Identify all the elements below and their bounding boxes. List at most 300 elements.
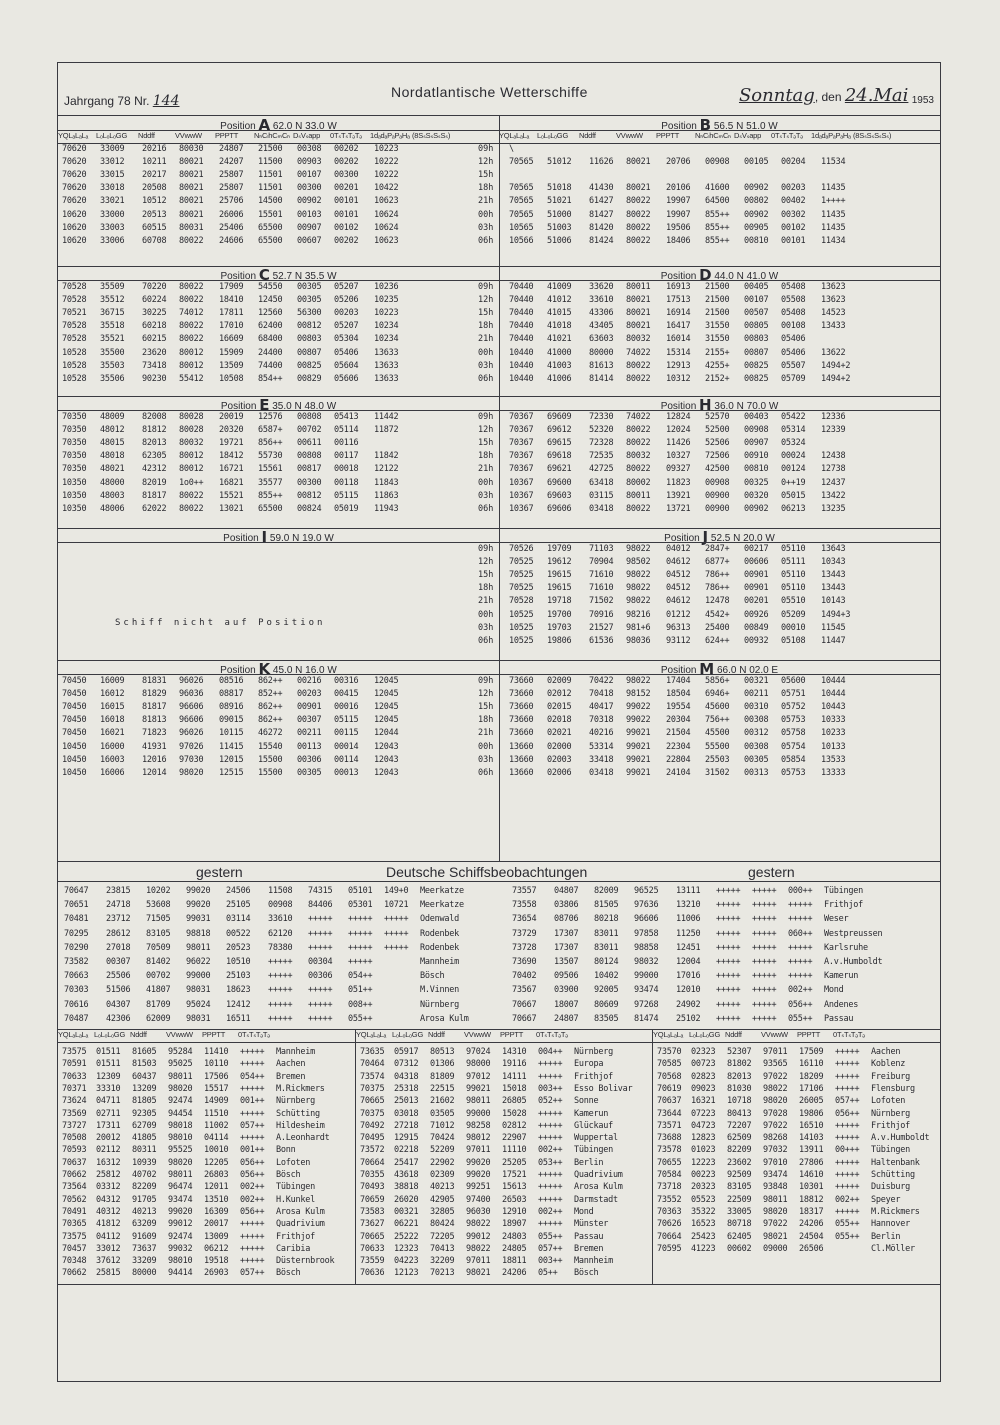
issue-date: Sonntag, den 24.Mai 1953 <box>738 85 934 106</box>
ship-value: 41223 <box>691 1243 716 1254</box>
dsb-value: +++++ <box>716 1013 741 1024</box>
obs-value: 08817 <box>219 689 244 700</box>
obs-time: 09h <box>478 412 494 422</box>
obs-value: 05753 <box>781 715 806 726</box>
ship-value: 003++ <box>538 1256 563 1267</box>
dsb-row-left <box>64 943 500 953</box>
obs-value: 00103 <box>297 209 322 220</box>
obs-value: 00316 <box>334 676 359 686</box>
obs-value: 19703 <box>547 622 572 633</box>
obs-value: 11823 <box>666 477 691 488</box>
obs-value: 62022 <box>142 503 167 514</box>
obs-value: 12045 <box>374 689 399 700</box>
ship-value: Nürnberg <box>574 1047 613 1057</box>
observation-row <box>62 210 416 220</box>
dsb-value: 04807 <box>554 886 579 896</box>
obs-value: 05314 <box>781 425 806 436</box>
ship-value: 20012 <box>96 1133 121 1144</box>
obs-time: 15h <box>478 170 494 181</box>
dsb-value: +++++ <box>348 957 373 967</box>
ship-value: 98011 <box>168 1170 193 1180</box>
obs-value: 00203 <box>334 308 359 319</box>
obs-value: 13533 <box>821 754 846 765</box>
ship-value: 17509 <box>799 1047 824 1057</box>
observation-row <box>62 348 416 358</box>
ship-value: +++++ <box>538 1120 563 1131</box>
obs-value: 99021 <box>626 741 651 752</box>
obs-value: 15500 <box>258 767 283 778</box>
ship-value: 93565 <box>763 1059 788 1070</box>
obs-value: 70450 <box>62 702 87 713</box>
ship-value: 38818 <box>394 1182 419 1193</box>
ship-value: 13209 <box>132 1083 157 1094</box>
obs-value: 10223 <box>374 308 399 319</box>
ship-value: 92474 <box>168 1231 193 1242</box>
dsb-value: 80218 <box>594 914 619 925</box>
obs-value: 99022 <box>626 715 651 726</box>
ship-value: 05++ <box>538 1268 558 1279</box>
obs-value: 45600 <box>705 702 730 713</box>
obs-value: 42725 <box>589 464 614 475</box>
ship-value: 20323 <box>691 1182 716 1193</box>
obs-value: 41018 <box>547 321 572 332</box>
ship-row <box>360 1170 650 1180</box>
ship-row <box>360 1047 650 1057</box>
obs-value: 10222 <box>374 170 399 181</box>
obs-value: 65500 <box>258 222 283 233</box>
ship-value: 14909 <box>204 1096 229 1107</box>
ship-value: 70655 <box>657 1157 682 1168</box>
dsb-value: M.Vinnen <box>420 985 459 996</box>
ship-value: Hildesheim <box>276 1120 325 1131</box>
obs-value: 10115 <box>219 728 244 739</box>
dsb-value: 62120 <box>268 928 293 939</box>
ship-value: 12823 <box>691 1133 716 1144</box>
ship-value: Speyer <box>871 1194 901 1205</box>
dsb-value: 03900 <box>554 985 579 996</box>
dsb-value: 99020 <box>186 900 211 911</box>
obs-value: 64500 <box>705 196 730 207</box>
dsb-value: 03114 <box>226 914 251 925</box>
obs-time: 21h <box>478 334 494 345</box>
dsb-value: +++++ <box>308 928 333 939</box>
obs-value: 00901 <box>297 702 322 713</box>
ship-value: +++++ <box>538 1108 563 1119</box>
obs-value: 00810 <box>744 464 769 475</box>
obs-value: 05408 <box>781 308 806 319</box>
obs-value: 80022 <box>626 373 651 384</box>
obs-value: 10450 <box>62 741 87 752</box>
dsb-value: +++++ <box>384 942 409 953</box>
ship-value: 12910 <box>502 1206 527 1217</box>
obs-value: 03418 <box>589 767 614 778</box>
ship-row <box>360 1084 650 1094</box>
ship-value: 14111 <box>502 1071 527 1082</box>
dsb-value: 81709 <box>146 999 171 1010</box>
obs-value: 63418 <box>589 477 614 488</box>
ship-value: 70213 <box>430 1268 455 1279</box>
ship-value: 52209 <box>430 1145 455 1156</box>
obs-value: 00202 <box>334 157 359 168</box>
obs-value: 00405 <box>744 282 769 292</box>
obs-value: 00807 <box>297 347 322 358</box>
ship-row <box>360 1182 650 1192</box>
dsb-value: 97268 <box>634 999 659 1010</box>
observation-row <box>62 464 416 474</box>
obs-value: 11442 <box>374 412 399 422</box>
obs-value: 33418 <box>589 754 614 765</box>
obs-value: 00124 <box>781 464 806 475</box>
dsb-value: 73728 <box>512 942 537 953</box>
column-label: NₕCₗhCₘCₕ <box>695 131 732 140</box>
ship-value: Nürnberg <box>276 1096 315 1107</box>
obs-value: 70521 <box>62 308 87 319</box>
obs-value: 70450 <box>62 676 87 686</box>
obs-value: 00910 <box>744 451 769 462</box>
obs-value: 12437 <box>821 477 846 488</box>
bulletin-sheet <box>57 62 941 1382</box>
dsb-row-left <box>64 886 500 896</box>
ship-value: 80513 <box>430 1047 455 1057</box>
dsb-value: 70303 <box>64 985 89 996</box>
ship-value: +++++ <box>538 1170 563 1180</box>
obs-value: 60218 <box>142 321 167 332</box>
ship-value: 70637 <box>62 1157 87 1168</box>
column-label: Nddff <box>725 1030 742 1039</box>
dsb-value: 99000 <box>186 971 211 982</box>
ship-value: Nürnberg <box>871 1108 910 1119</box>
dsb-value: 008++ <box>348 999 373 1010</box>
obs-value: 624++ <box>705 635 730 646</box>
obs-value: 10440 <box>509 360 534 371</box>
ship-value: 00223 <box>691 1170 716 1180</box>
obs-value: 855++ <box>258 490 283 501</box>
ship-value: 81809 <box>430 1071 455 1082</box>
dsb-value: +++++ <box>348 928 373 939</box>
obs-value: 33003 <box>100 222 125 233</box>
column-label: Nddff <box>428 1030 445 1039</box>
ship-value: 43618 <box>394 1170 419 1180</box>
column-label: Nddff <box>130 1030 147 1039</box>
position-letter: J <box>702 528 709 546</box>
obs-value: 33620 <box>589 282 614 292</box>
ship-value: 25815 <box>96 1268 121 1279</box>
obs-value: 16015 <box>100 702 125 713</box>
ship-value: 96474 <box>168 1182 193 1193</box>
ship-value: 12123 <box>394 1268 419 1279</box>
obs-value: 70525 <box>509 570 534 581</box>
dsb-value: 25105 <box>226 900 251 911</box>
obs-value: 04612 <box>666 596 691 607</box>
obs-value: 17909 <box>219 282 244 292</box>
obs-value: 00300 <box>297 477 322 488</box>
dsb-value: +++++ <box>788 900 813 911</box>
dsb-value: 70295 <box>64 928 89 939</box>
obs-value: 33021 <box>100 196 125 207</box>
dsb-value: 060++ <box>788 928 813 939</box>
ship-value: 70626 <box>657 1219 682 1230</box>
ship-value: 97011 <box>466 1145 491 1156</box>
ship-value: 33012 <box>96 1243 121 1254</box>
ship-value: 10010 <box>204 1145 229 1156</box>
ship-value: 73624 <box>62 1096 87 1107</box>
obs-value: 20216 <box>142 144 167 154</box>
obs-value: 99021 <box>626 767 651 778</box>
obs-value: 70620 <box>62 183 87 194</box>
observation-row <box>509 361 863 371</box>
obs-value: 70440 <box>509 334 534 345</box>
ship-value: 70662 <box>62 1268 87 1279</box>
obs-value: 98152 <box>626 689 651 700</box>
ship-value: 07223 <box>691 1108 716 1119</box>
position-coords: 56.5 N 51.0 W <box>711 121 778 132</box>
dsb-value: +++++ <box>752 1013 777 1024</box>
obs-value: 00203 <box>297 689 322 700</box>
ship-value: 22509 <box>727 1194 752 1205</box>
ship-value: 33005 <box>727 1206 752 1217</box>
ship-value: 99000 <box>466 1108 491 1119</box>
obs-value: 69615 <box>547 438 572 449</box>
obs-value: 00926 <box>744 609 769 620</box>
dsb-value: 73558 <box>512 900 537 911</box>
dsb-value: Rodenbek <box>420 942 459 953</box>
column-label: Nddff <box>138 131 155 140</box>
obs-value: 06213 <box>781 503 806 514</box>
ship-value: 18209 <box>799 1071 824 1082</box>
ship-value: 73635 <box>360 1047 385 1057</box>
obs-value: 21500 <box>705 308 730 319</box>
obs-value: 41003 <box>547 360 572 371</box>
obs-value: 10222 <box>374 157 399 168</box>
obs-value: 98020 <box>179 767 204 778</box>
dsb-value: 002++ <box>788 985 813 996</box>
obs-value: 81817 <box>142 490 167 501</box>
dsb-value: 98858 <box>634 942 659 953</box>
obs-value: 18410 <box>219 295 244 306</box>
obs-time: 12h <box>478 689 494 700</box>
obs-value: 69618 <box>547 451 572 462</box>
obs-value: 48000 <box>100 477 125 488</box>
column-label: PPPTT <box>215 131 239 140</box>
observation-row <box>509 321 863 331</box>
ship-value: 70375 <box>360 1083 385 1094</box>
ship-value: 70493 <box>360 1182 385 1193</box>
ship-value: 91705 <box>132 1194 157 1205</box>
obs-value: 98022 <box>626 596 651 607</box>
obs-value: 31550 <box>705 334 730 345</box>
ship-value: 22515 <box>430 1083 455 1094</box>
ship-value: 22902 <box>430 1157 455 1168</box>
dsb-value: 98032 <box>634 957 659 967</box>
ship-value: 83105 <box>727 1182 752 1193</box>
obs-value: 40216 <box>589 728 614 739</box>
obs-value: 10508 <box>219 373 244 384</box>
obs-value: 02003 <box>547 754 572 765</box>
obs-value: 48021 <box>100 464 125 475</box>
obs-value: 00305 <box>297 767 322 778</box>
obs-value: 00607 <box>297 235 322 246</box>
ship-row <box>657 1244 947 1254</box>
ship-value: Frithjof <box>276 1231 315 1242</box>
obs-value: 6877+ <box>705 557 730 568</box>
obs-value: 99021 <box>626 728 651 739</box>
obs-value: 70620 <box>62 170 87 181</box>
obs-value: 19907 <box>666 209 691 220</box>
obs-value: 02009 <box>547 676 572 686</box>
dsb-value: 95024 <box>186 999 211 1010</box>
ship-row <box>62 1256 352 1266</box>
obs-value: 00024 <box>781 451 806 462</box>
observation-row <box>62 728 416 738</box>
ship-value: 26020 <box>394 1194 419 1205</box>
ship-row <box>62 1268 352 1278</box>
ship-value: 057++ <box>240 1268 265 1279</box>
ship-value: 12011 <box>204 1182 229 1193</box>
dsb-value: +++++ <box>268 985 293 996</box>
obs-value: 05114 <box>334 425 359 436</box>
obs-value: 08916 <box>219 702 244 713</box>
ship-row <box>62 1109 352 1119</box>
ship-value: 97010 <box>763 1157 788 1168</box>
dsb-value: +++++ <box>788 971 813 982</box>
position-coords: 59.0 N 19.0 W <box>267 533 334 544</box>
ship-value: 80000 <box>132 1268 157 1279</box>
ship-value: 80311 <box>132 1145 157 1156</box>
ship-value: 70562 <box>62 1194 87 1205</box>
ship-value: 13009 <box>204 1231 229 1242</box>
ship-value: +++++ <box>240 1083 265 1094</box>
dsb-value: 81402 <box>146 957 171 967</box>
obs-value: 70220 <box>142 282 167 292</box>
ship-value: 18317 <box>799 1206 824 1217</box>
obs-value: 21500 <box>705 295 730 306</box>
obs-value: 70916 <box>589 609 614 620</box>
ship-row <box>62 1096 352 1106</box>
obs-value: 70528 <box>62 334 87 345</box>
obs-value: 05304 <box>334 334 359 345</box>
ship-value: 99021 <box>466 1083 491 1094</box>
obs-value: 13622 <box>821 347 846 358</box>
ship-value: 98022 <box>466 1219 491 1230</box>
obs-value: 10528 <box>62 373 87 384</box>
obs-value: 10620 <box>62 235 87 246</box>
obs-time: 21h <box>478 596 494 607</box>
column-label: VVwwW <box>175 131 202 140</box>
observation-row <box>62 478 416 488</box>
obs-value: 00217 <box>744 544 769 554</box>
column-label: NₕCₗhCₘCₕ <box>254 131 291 140</box>
obs-value: 05600 <box>781 676 806 686</box>
obs-value: 00117 <box>334 451 359 462</box>
obs-value: 10133 <box>821 741 846 752</box>
obs-value: 98022 <box>626 676 651 686</box>
ship-value: Aachen <box>871 1047 901 1057</box>
ship-value: 055++ <box>835 1231 860 1242</box>
observation-row <box>62 438 416 448</box>
ship-row <box>62 1207 352 1217</box>
panel-E <box>58 396 499 527</box>
obs-time: 03h <box>478 490 494 501</box>
ship-row <box>657 1182 947 1192</box>
obs-value: 24104 <box>666 767 691 778</box>
obs-value: 12576 <box>258 412 283 422</box>
ship-value: 73583 <box>360 1206 385 1217</box>
ship-value: H.Kunkel <box>276 1194 315 1205</box>
obs-value: 81817 <box>142 702 167 713</box>
ship-value: 00321 <box>394 1206 419 1217</box>
obs-value: 11842 <box>374 451 399 462</box>
dsb-row-right <box>512 914 914 924</box>
obs-value: 16021 <box>100 728 125 739</box>
ship-value: 25423 <box>691 1231 716 1242</box>
obs-value: 2155+ <box>705 347 730 358</box>
ship-value: 98010 <box>168 1256 193 1267</box>
ship-value: 98010 <box>168 1133 193 1144</box>
dsb-value: 20523 <box>226 942 251 953</box>
obs-value: 10350 <box>62 490 87 501</box>
obs-value: 05110 <box>781 583 806 594</box>
ship-value: 70348 <box>62 1256 87 1267</box>
obs-value: 70367 <box>509 464 534 475</box>
obs-value: 70367 <box>509 425 534 436</box>
ship-value: 95284 <box>168 1047 193 1057</box>
obs-time: 09h <box>478 282 494 292</box>
obs-value: 10350 <box>62 503 87 514</box>
obs-value: 11500 <box>258 157 283 168</box>
obs-value: 43306 <box>589 308 614 319</box>
ship-value: 98020 <box>763 1206 788 1217</box>
obs-time: 00h <box>478 741 494 752</box>
ship-value: 73570 <box>657 1047 682 1057</box>
obs-value: 12014 <box>142 767 167 778</box>
dsb-row-left <box>64 1000 500 1010</box>
obs-value: 70350 <box>62 464 87 475</box>
ship-value: 25812 <box>96 1170 121 1180</box>
ship-value: 70665 <box>360 1096 385 1107</box>
obs-value: 852++ <box>258 689 283 700</box>
obs-value: 4542+ <box>705 609 730 620</box>
dsb-value: 96525 <box>634 886 659 896</box>
obs-value: 70418 <box>589 689 614 700</box>
obs-value: 00312 <box>744 728 769 739</box>
obs-value: 10234 <box>374 334 399 345</box>
obs-value: 16914 <box>666 308 691 319</box>
obs-value: 20320 <box>219 425 244 436</box>
ship-value: 12223 <box>691 1157 716 1168</box>
obs-value: 71502 <box>589 596 614 607</box>
obs-value: 25406 <box>219 222 244 233</box>
obs-value: 31502 <box>705 767 730 778</box>
obs-value: 33000 <box>100 209 125 220</box>
obs-value: 56300 <box>297 308 322 319</box>
position-header-I <box>58 528 499 546</box>
dsb-value: +++++ <box>716 914 741 925</box>
obs-time: 06h <box>478 767 494 778</box>
dsb-title: Deutsche Schiffsbeobachtungen <box>386 864 588 880</box>
dsb-value: 25103 <box>226 971 251 982</box>
obs-value: 17811 <box>219 308 244 319</box>
obs-value: 00310 <box>744 702 769 713</box>
obs-value: 00802 <box>744 196 769 207</box>
obs-value: 41430 <box>589 183 614 194</box>
dsb-value: +++++ <box>788 914 813 925</box>
observation-row <box>62 374 416 384</box>
obs-value: 00825 <box>744 360 769 371</box>
obs-value: 62305 <box>142 451 167 462</box>
obs-value: 80028 <box>179 425 204 436</box>
obs-value: 70367 <box>509 412 534 422</box>
ship-value: 70375 <box>360 1108 385 1119</box>
